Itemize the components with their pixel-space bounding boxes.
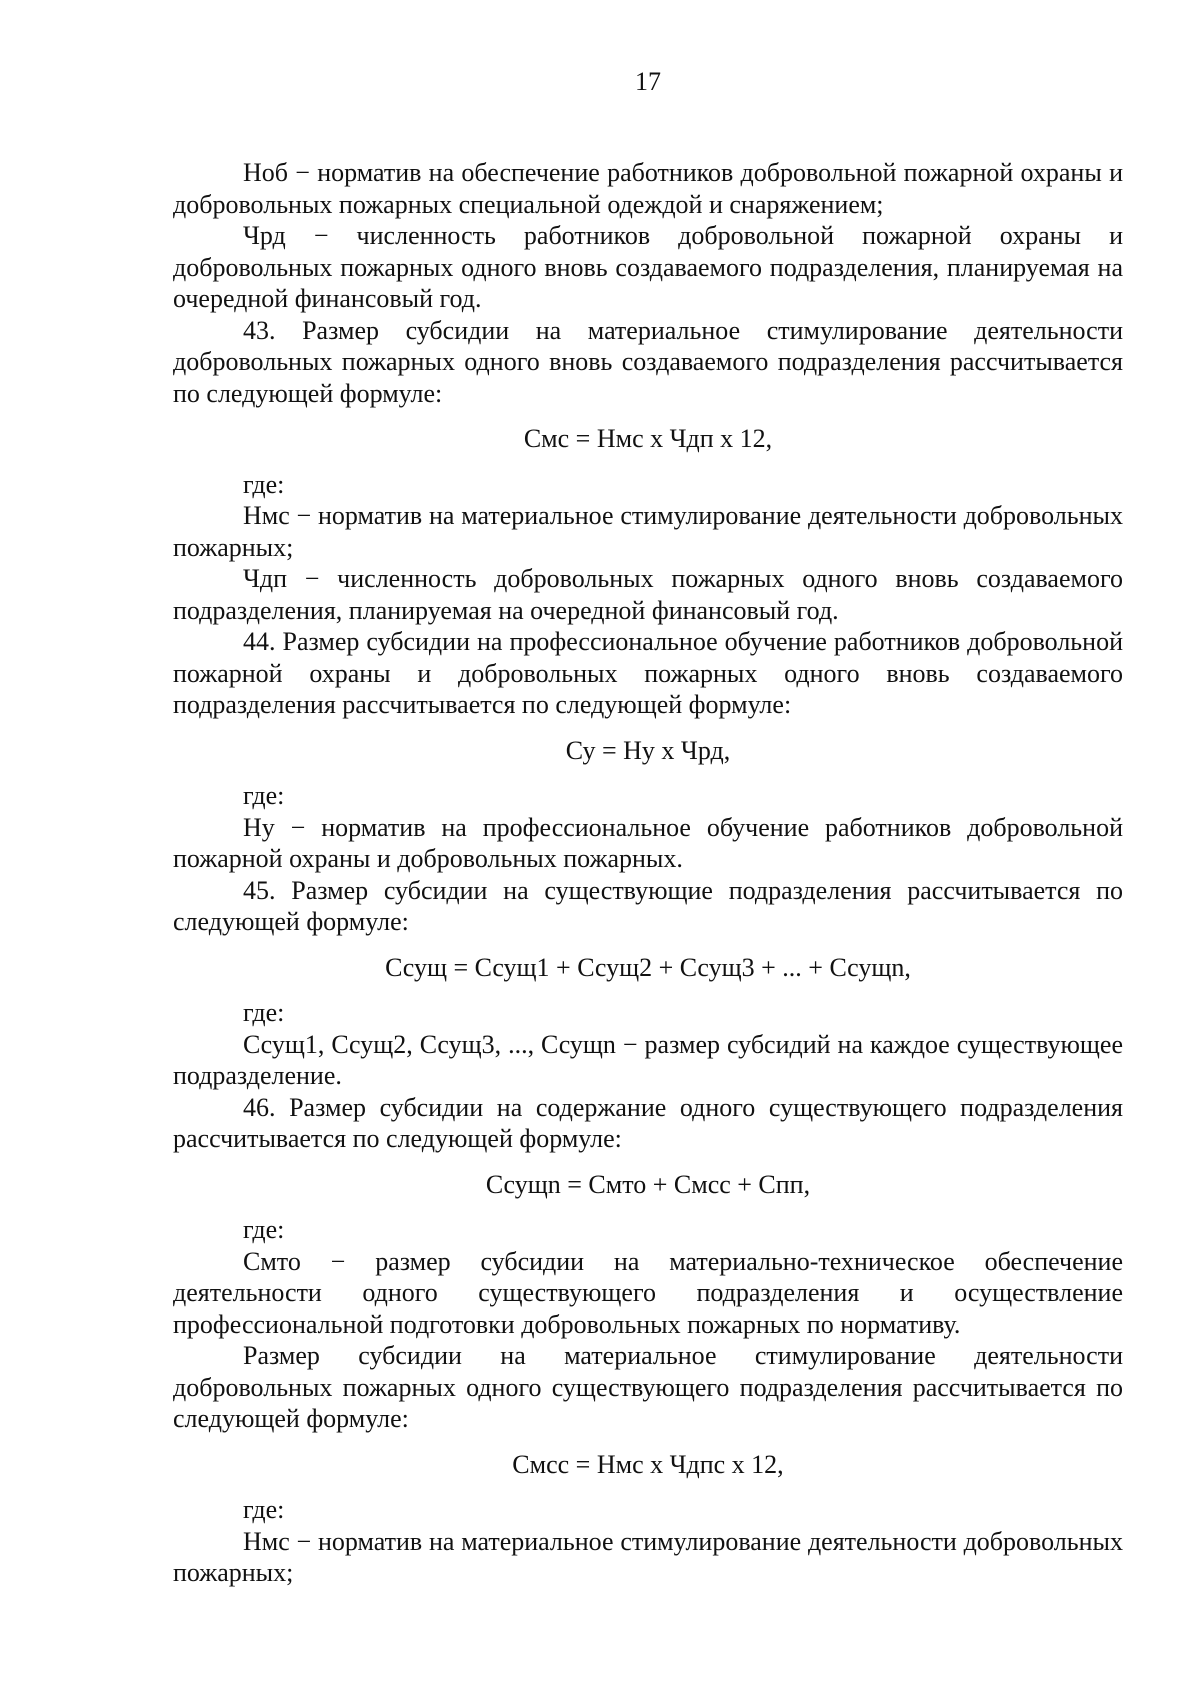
paragraph-item-45: 45. Размер субсидии на существующие подразделения рассчитывается по следующей формуле: [173, 875, 1123, 936]
paragraph-smss-intro: Размер субсидии на материальное стимулирование деятельности добровольных пожарных одного существующего подразделения рассчитывается по следующей формуле: [173, 1341, 1123, 1433]
paragraph-nms-definition: Нмс − норматив на материальное стимулирование деятельности добровольных пожарных; [173, 501, 1123, 562]
paragraph-chrd-definition: Чрд − численность работников добровольной пожарной охраны и добровольных пожарных одного вновь создаваемого подразделения, планируемая на очередной финансовый год. [173, 221, 1123, 313]
formula-ssushch-n: Ссущn = Смто + Смсс + Спп, [485, 1169, 811, 1199]
paragraph-smto-definition: Смто − размер субсидии на материально-техническое обеспечение деятельности одного существующего подразделения и осуществление профессиональной подготовки добровольных пожарных по нормативу. [173, 1246, 1123, 1339]
paragraph-item-46: 46. Размер субсидии на содержание одного существующего подразделения рассчитывается по следующей формуле: [173, 1092, 1123, 1153]
paragraph-nu-definition: Ну − норматив на профессиональное обучение работников добровольной пожарной охраны и добровольных пожарных. [173, 812, 1123, 873]
formula-ssushch: Ссущ = Ссущ1 + Ссущ2 + Ссущ3 + ... + Ссущn, [385, 952, 911, 982]
paragraph-nms-definition-2: Нмс − норматив на материальное стимулирование деятельности добровольных пожарных; [173, 1526, 1123, 1587]
document-body [173, 157, 1123, 1589]
formula-smss: Смсс = Нмс х Чдпс х 12, [512, 1449, 784, 1479]
paragraph-nob-definition: Ноб − норматив на обеспечение работников добровольной пожарной охраны и добровольных пожарных специальной одеждой и снаряжением; [173, 158, 1123, 219]
formula-su: Су = Ну х Чрд, [565, 735, 731, 765]
paragraph-chdp-definition: Чдп − численность добровольных пожарных одного вновь создаваемого подразделения, планируемая на очередной финансовый год. [173, 564, 1123, 625]
formula-sms: Смс = Нмс х Чдп х 12, [523, 424, 773, 453]
paragraph-ssushch-definition: Ссущ1, Ссущ2, Ссущ3, ..., Ссущn − размер субсидий на каждое существующее подразделение. [173, 1029, 1123, 1090]
paragraph-gde: где: [243, 781, 285, 810]
paragraph-gde: где: [243, 998, 285, 1027]
paragraph-gde: где: [243, 469, 285, 499]
paragraph-gde: где: [243, 1215, 285, 1244]
page-number: 17 [635, 67, 661, 96]
paragraph-gde: где: [243, 1495, 285, 1524]
paragraph-item-44: 44. Размер субсидии на профессиональное обучение работников добровольной пожарной охраны и добровольных пожарных одного вновь создаваемого подразделения рассчитывается по следующей формуле: [173, 627, 1123, 719]
paragraph-item-43: 43. Размер субсидии на материальное стимулирование деятельности добровольных пожарных одного вновь создаваемого подразделения рассчитывается по следующей формуле: [173, 315, 1123, 408]
